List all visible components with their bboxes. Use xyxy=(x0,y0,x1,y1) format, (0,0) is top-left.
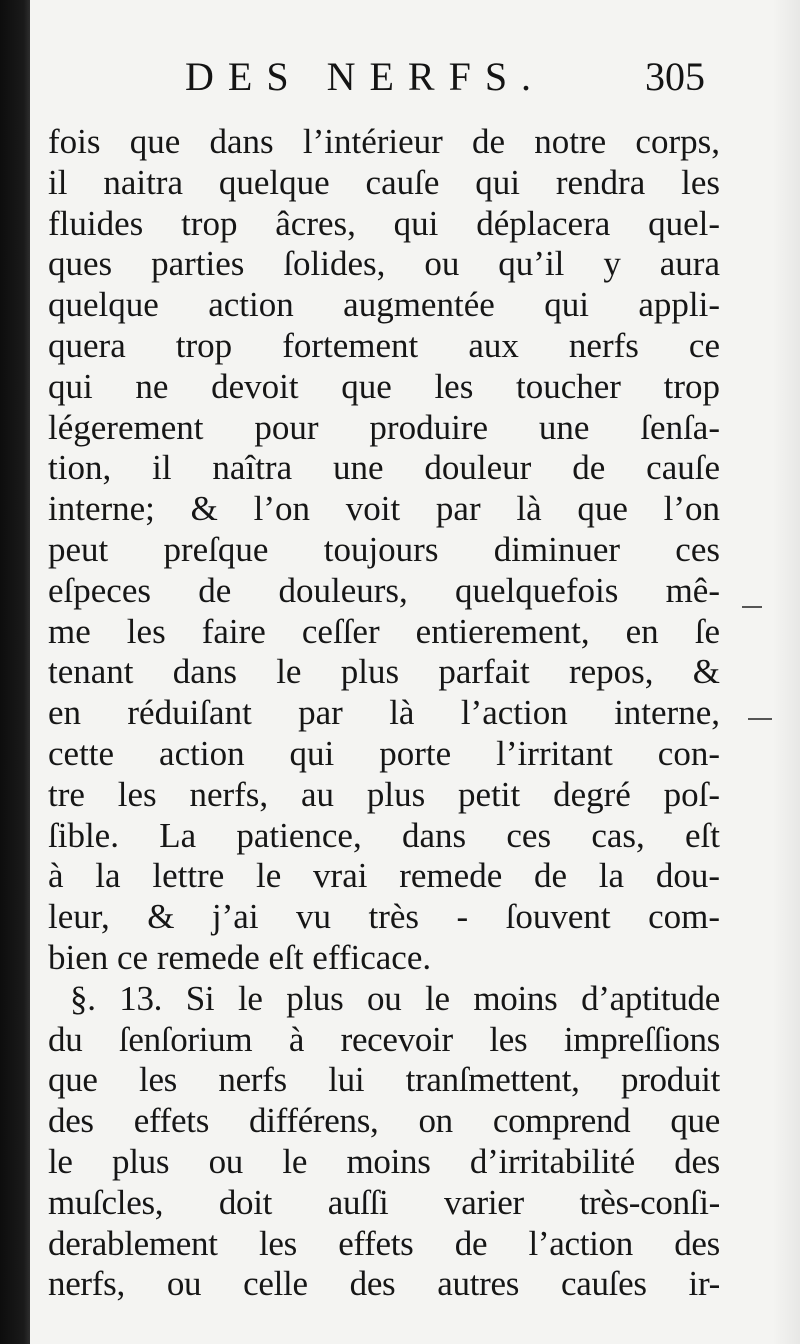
text-line: en réduiſant par là l’action interne, xyxy=(48,693,720,733)
text-line: tenant dans le plus parfait repos, & xyxy=(48,652,720,692)
text-line: ſible. La patience, dans ces cas, eſt xyxy=(48,815,720,855)
page-header xyxy=(185,52,745,102)
text-line: nerfs, ou celle des autres cauſes ir- xyxy=(48,1264,720,1304)
text-line: quelque action augmentée qui appli- xyxy=(48,285,720,325)
text-line: légerement pour produire une ſenſa- xyxy=(48,407,720,447)
text-line: derablement les effets de l’action des xyxy=(48,1223,720,1263)
text-line: fluides trop âcres, qui déplacera quel- xyxy=(48,203,720,243)
text-line: peut preſque toujours diminuer ces xyxy=(48,529,720,569)
text-line: tre les nerfs, au plus petit degré poſ- xyxy=(48,774,720,814)
body-text xyxy=(48,122,720,1305)
text-line: que les nerfs lui tranſmettent, produit xyxy=(48,1060,720,1100)
text-line: cette action qui porte l’irritant con- xyxy=(48,733,720,773)
text-line: muſcles, doit auſſi varier très-conſi- xyxy=(48,1182,720,1222)
margin-mark xyxy=(742,606,762,608)
text-line: fois que dans l’intérieur de notre corps, xyxy=(48,122,720,161)
text-line: me les faire ceſſer entierement, en ſe xyxy=(48,611,720,651)
text-line: du ſenſorium à recevoir les impreſſions xyxy=(48,1019,720,1059)
margin-mark xyxy=(748,718,772,720)
text-line: le plus ou le moins d’irritabilité des xyxy=(48,1141,720,1181)
text-line: bien ce remede eſt efficace. xyxy=(48,937,432,977)
running-title: DES NERFS. xyxy=(185,54,546,99)
section-start-line: §. 13. Si le plus ou le moins d’aptitude xyxy=(70,978,720,1018)
text-line: interne; & l’on voit par là que l’on xyxy=(48,489,720,529)
text-line: à la lettre le vrai remede de la dou- xyxy=(48,856,720,896)
text-line: quera trop fortement aux nerfs ce xyxy=(48,325,720,365)
text-line: eſpeces de douleurs, quelquefois mê- xyxy=(48,570,720,610)
scan-shade xyxy=(772,0,800,1344)
text-line: tion, il naîtra une douleur de cauſe xyxy=(48,448,720,488)
text-line: ques parties ſolides, ou qu’il y aura xyxy=(48,244,720,284)
text-line: leur, & j’ai vu très - ſouvent com- xyxy=(48,897,720,937)
text-line: des effets différens, on comprend que xyxy=(48,1101,720,1141)
page-number: 305 xyxy=(645,54,705,99)
text-line: il naitra quelque cauſe qui rendra les xyxy=(48,162,720,202)
scan-edge xyxy=(0,0,34,1344)
text-line: qui ne devoit que les toucher trop xyxy=(48,366,720,406)
